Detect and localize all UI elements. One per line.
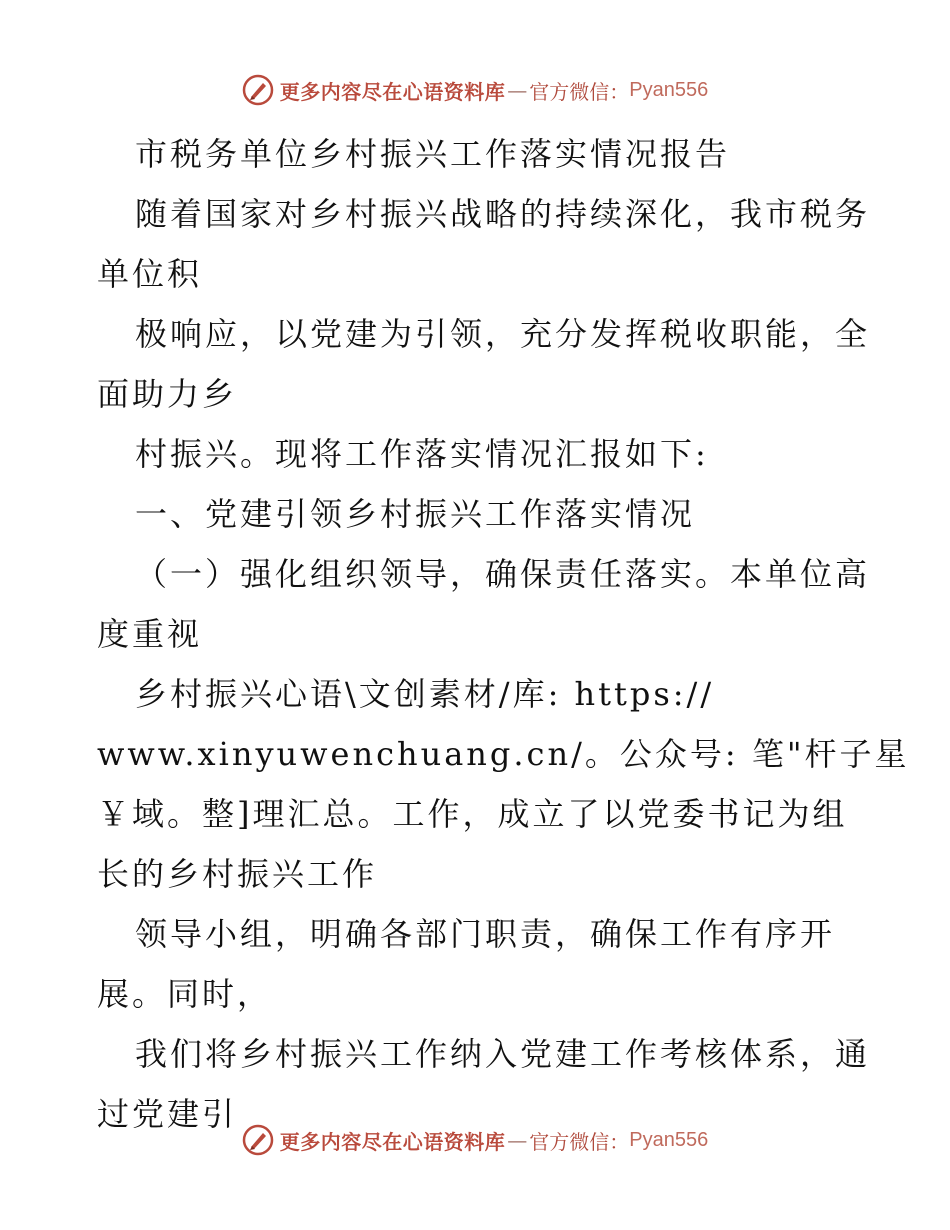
watermark-separator: — <box>507 78 528 102</box>
text-line: 我们将乡村振兴工作纳入党建工作考核体系，通 <box>135 1035 871 1073</box>
text-line: 过党建引 <box>97 1095 238 1133</box>
text-line: ￥域。整]理汇总。工作，成立了以党委书记为组 <box>97 795 848 833</box>
text-line: www.xinyuwenchuang.cn/。公众号: 笔"杆子星 <box>97 735 910 773</box>
watermark-wechat-label: 官方微信： <box>529 1129 630 1154</box>
subsection-heading: （一）强化组织领导，确保责任落实。本单位高 <box>135 555 871 593</box>
text-line: 度重视 <box>97 615 203 653</box>
watermark-brand: 更多内容尽在心语资料库 <box>279 1129 506 1154</box>
text-line: 村振兴。现将工作落实情况汇报如下: <box>135 435 709 473</box>
watermark-wechat-id: Pyan556 <box>629 1128 709 1151</box>
text-line: 随着国家对乡村振兴战略的持续深化，我市税务 <box>135 195 871 233</box>
text-line: 面助力乡 <box>97 375 238 413</box>
watermark-wechat-label: 官方微信： <box>529 79 630 104</box>
text-line: 乡村振兴心语\文创素材/库: https:// <box>135 675 715 713</box>
document-title: 市税务单位乡村振兴工作落实情况报告 <box>135 135 731 173</box>
pen-logo-icon <box>242 1124 274 1156</box>
text-line: 领导小组，明确各部门职责，确保工作有序开 <box>135 915 836 953</box>
text-line: 单位积 <box>97 255 203 293</box>
footer-watermark <box>0 1120 950 1160</box>
watermark-brand: 更多内容尽在心语资料库 <box>279 79 506 104</box>
document-body <box>97 124 910 1144</box>
watermark-separator: — <box>507 1128 528 1152</box>
watermark-wechat-id: Pyan556 <box>629 78 709 101</box>
section-heading: 一、党建引领乡村振兴工作落实情况 <box>135 495 696 533</box>
text-line: 展。同时， <box>97 975 273 1013</box>
pen-logo-icon <box>242 74 274 106</box>
text-line: 长的乡村振兴工作 <box>97 855 378 893</box>
text-line: 极响应，以党建为引领，充分发挥税收职能，全 <box>135 315 871 353</box>
header-watermark <box>0 70 950 110</box>
